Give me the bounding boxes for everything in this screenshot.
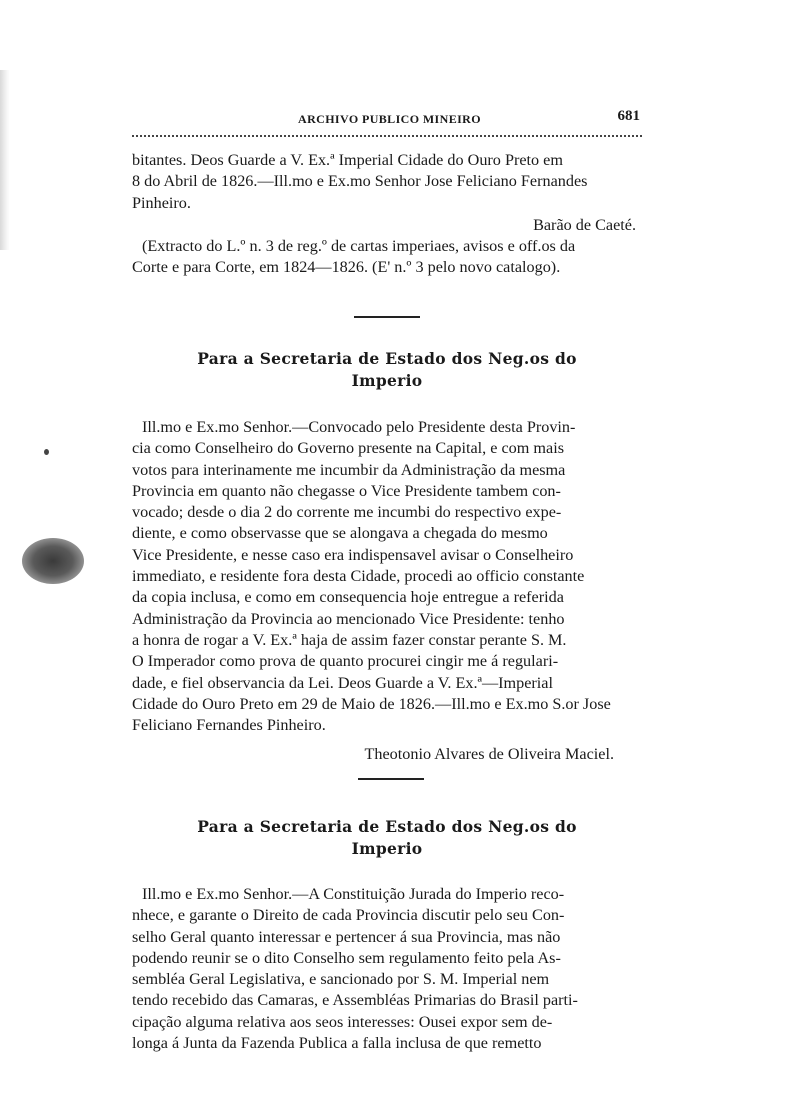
heading-line: Para a Secretaria de Estado dos Neg.os do	[197, 817, 577, 836]
signature: Theotonio Alvares de Oliveira Maciel.	[364, 745, 614, 764]
letter-body	[132, 884, 642, 1054]
signature: Barão de Caeté.	[533, 215, 636, 234]
text-line: diente, e como observasse que se alongava a chegada do mesmo	[132, 524, 548, 543]
heading-line: Para a Secretaria de Estado dos Neg.os do	[197, 349, 577, 368]
section-separator	[354, 316, 420, 318]
text-line: Provincia em quanto não chegasse o Vice Presidente tambem con-	[132, 481, 561, 500]
source-note	[132, 236, 642, 279]
section-heading	[132, 348, 642, 392]
text-line: selho Geral quanto interessar e pertencer á sua Provincia, mas não	[132, 927, 561, 946]
text-line: sembléa Geral Legislativa, e sancionado por S. M. Imperial nem	[132, 970, 550, 989]
text-line: tendo recebido das Camaras, e Assembléas Primarias do Brasil parti-	[132, 991, 578, 1010]
heading-line: Imperio	[351, 371, 423, 390]
text-line: a honra de rogar a V. Ex.ª haja de assim fazer constar perante S. M.	[132, 630, 567, 649]
text-line: immediato, e residente fora desta Cidade, procedi ao officio constante	[132, 567, 585, 586]
scan-edge-shadow	[0, 70, 10, 250]
text-line: vocado; desde o dia 2 do corrente me incumbi do respectivo expe-	[132, 503, 562, 522]
text-line: podendo reunir se o dito Conselho sem regulamento feito pela As-	[132, 948, 561, 967]
text-line: Corte e para Corte, em 1824—1826. (E' n.º 3 pelo novo catalogo).	[132, 258, 561, 277]
section-separator	[358, 778, 424, 780]
text-line: Pinheiro.	[132, 193, 191, 212]
header-rule	[132, 135, 642, 137]
text-line: Feliciano Fernandes Pinheiro.	[132, 716, 326, 735]
letter-continuation	[132, 150, 642, 236]
text-line: bitantes. Deos Guarde a V. Ex.ª Imperial Cidade do Ouro Preto em	[132, 151, 563, 169]
text-line: longa á Junta da Fazenda Publica a falla inclusa de que remetto	[132, 1034, 542, 1053]
text-line: dade, e fiel observancia da Lei. Deos Guarde a V. Ex.ª—Imperial	[132, 673, 553, 692]
letter-body	[132, 417, 642, 766]
text-line: (Extracto do L.º n. 3 de reg.º de cartas imperiaes, avisos e off.os da	[142, 237, 576, 255]
text-line: Vice Presidente, e nesse caso era indispensavel avisar o Conselheiro	[132, 545, 574, 564]
text-line: Ill.mo e Ex.mo Senhor.—A Constituição Jurada do Imperio reco-	[142, 885, 565, 903]
text-line: cia como Conselheiro do Governo presente na Capital, e com mais	[132, 439, 564, 458]
text-line: nhece, e garante o Direito de cada Provincia discutir pelo seu Con-	[132, 906, 565, 925]
text-line: O Imperador como prova de quanto procurei cingir me á regulari-	[132, 652, 559, 671]
text-line: Administração da Provincia ao mencionado Vice Presidente: tenho	[132, 609, 565, 628]
ink-dot	[44, 449, 49, 455]
page-number: 681	[617, 108, 640, 124]
section-heading	[132, 816, 642, 860]
running-title: ARCHIVO PUBLICO MINEIRO	[298, 112, 481, 126]
heading-line: Imperio	[351, 839, 423, 858]
text-line: cipação alguma relativa aos seos interesses: Ousei expor sem de-	[132, 1012, 553, 1031]
text-line: 8 do Abril de 1826.—Ill.mo e Ex.mo Senhor Jose Feliciano Fernandes	[132, 172, 588, 191]
text-line: Ill.mo e Ex.mo Senhor.—Convocado pelo Presidente desta Provin-	[142, 418, 576, 436]
text-line: votos para interinamente me incumbir da Administração da mesma	[132, 460, 566, 479]
ink-blot	[22, 538, 84, 584]
running-head	[132, 108, 642, 132]
text-line: Cidade do Ouro Preto em 29 de Maio de 1826.—Ill.mo e Ex.mo S.or Jose	[132, 694, 611, 713]
text-line: da copia inclusa, e como em consequencia hoje entregue a referida	[132, 588, 564, 607]
